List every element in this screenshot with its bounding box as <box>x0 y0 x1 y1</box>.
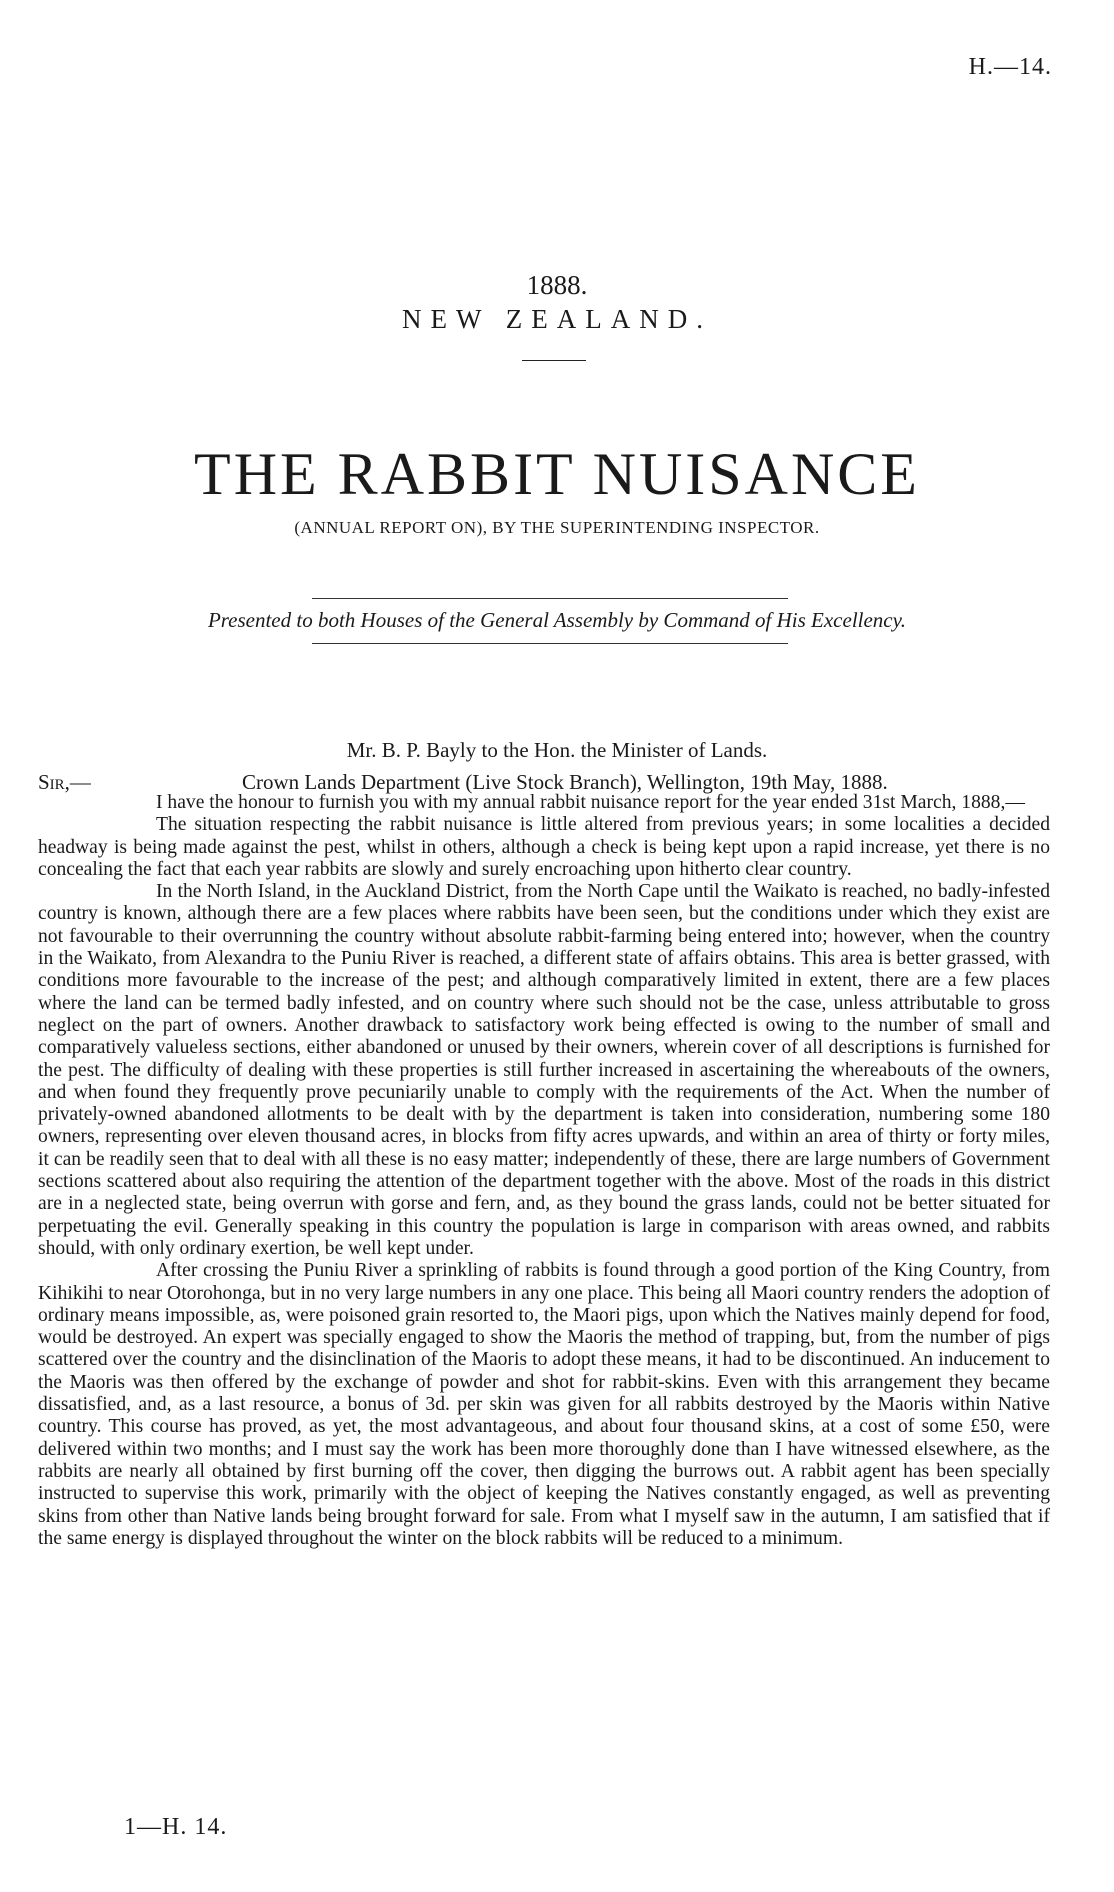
document-code: H.—14. <box>968 54 1052 80</box>
letter-body <box>38 792 1050 1550</box>
letter-heading: Mr. B. P. Bayly to the Hon. the Minister of Lands. <box>346 738 768 762</box>
paragraph: After crossing the Puniu River a sprinkling of rabbits is found through a good portion of the King Country, from Kihikihi to near Otorohonga, but in no very large numbers in any one place. This being all Maori country renders the adoption of ordinary means impossible, as, were poisoned grain resorted to, the Maori pigs, upon which the Natives mainly depend for food, would be destroyed. An expert was specially engaged to show the Maoris the method of trapping, but, from the number of pigs scattered over the country and the disinclination of the Maoris to adopt these means, it had to be discontinued. An inducement to the Maoris was then offered by the exchange of powder and shot for rabbit-skins. Even with this arrangement they became dissatisfied, and, as a last resource, a bonus of 3d. per skin was given for all rabbits destroyed by the Maoris within Native country. This course has proved, as yet, the most advantageous, and about four thousand skins, at a cost of some £50, were delivered within two months; and I must say the work has been more thoroughly done than I have witnessed elsewhere, as the rabbits are nearly all obtained by first burning off the cover, then digging the burrows out. A rabbit agent has been specially instructed to supervise this work, primarily with the object of keeping the Natives constantly engaged, as well as preventing skins from other than Native lands being brought forward for sale. From what I myself saw in the autumn, I am satisfied that if the same energy is displayed throughout the winter on the block rabbits will be reduced to a minimum. <box>38 1260 1050 1549</box>
presented-line: Presented to both Houses of the General Assembly by Command of His Excellency. <box>207 608 907 632</box>
divider <box>522 360 586 361</box>
divider <box>312 643 788 644</box>
dateline: Crown Lands Department (Live Stock Branch), Wellington, 19th May, 1888. <box>242 770 888 794</box>
document-subtitle: (ANNUAL REPORT ON), BY THE SUPERINTENDING INSPECTOR. <box>294 518 820 537</box>
paragraph: In the North Island, in the Auckland District, from the North Cape until the Waikato is reached, no badly-infested country is known, although there are a few places where rabbits have been seen, but the conditions under which they exist are not favourable to their overrunning the country without absolute rabbit-farming being entered into; however, when the country in the Waikato, from Alexandra to the Puniu River is reached, a different state of affairs obtains. This area is better grassed, with conditions more favourable to the increase of the pest; and although comparatively limited in extent, there are a few places where the land can be termed badly infested, and on country where such should not be the case, unless attributable to gross neglect on the part of owners. Another drawback to satisfactory work being effected is owing to the number of small and comparatively valueless sections, either abandoned or unused by their owners, wherein cover of all descriptions is furnished for the pest. The difficulty of dealing with these properties is still further increased in ascertaining the whereabouts of the owners, and when found they frequently prove pecuniarily unable to comply with the requirements of the Act. When the number of privately-owned abandoned allotments to be dealt with by the department is taken into consideration, numbering some 180 owners, representing over eleven thousand acres, in blocks from fifty acres upwards, and within an area of thirty or forty miles, it can be readily seen that to deal with all these is no easy matter; independently of these, there are large numbers of Government sections scattered about also requiring the attention of the department together with the above. Most of the roads in this district are in a neglected state, being overrun with gorse and fern, and, as they bound the grass lands, could not be better situated for perpetuating the evil. Generally speaking in this country the population is large in comparison with areas owned, and rabbits should, with only ordinary exertion, be well kept under. <box>38 881 1050 1259</box>
paragraph: The situation respecting the rabbit nuisance is little altered from previous years; in some localities a decided headway is being made against the pest, whilst in others, although a check is being kept upon a rapid increase, yet there is no concealing the fact that each year rabbits are slowly and surely encroaching upon hitherto clear country. <box>38 814 1050 880</box>
country: NEW ZEALAND. <box>402 304 712 334</box>
year: 1888. <box>526 270 588 300</box>
salutation: Sir,— <box>38 770 91 794</box>
signature-mark: 1—H. 14. <box>124 1814 228 1840</box>
paragraph: I have the honour to furnish you with my annual rabbit nuisance report for the year ended 31st March, 1888,— <box>156 792 1025 813</box>
divider <box>312 598 788 599</box>
document-title: THE RABBIT NUISANCE <box>194 441 920 507</box>
